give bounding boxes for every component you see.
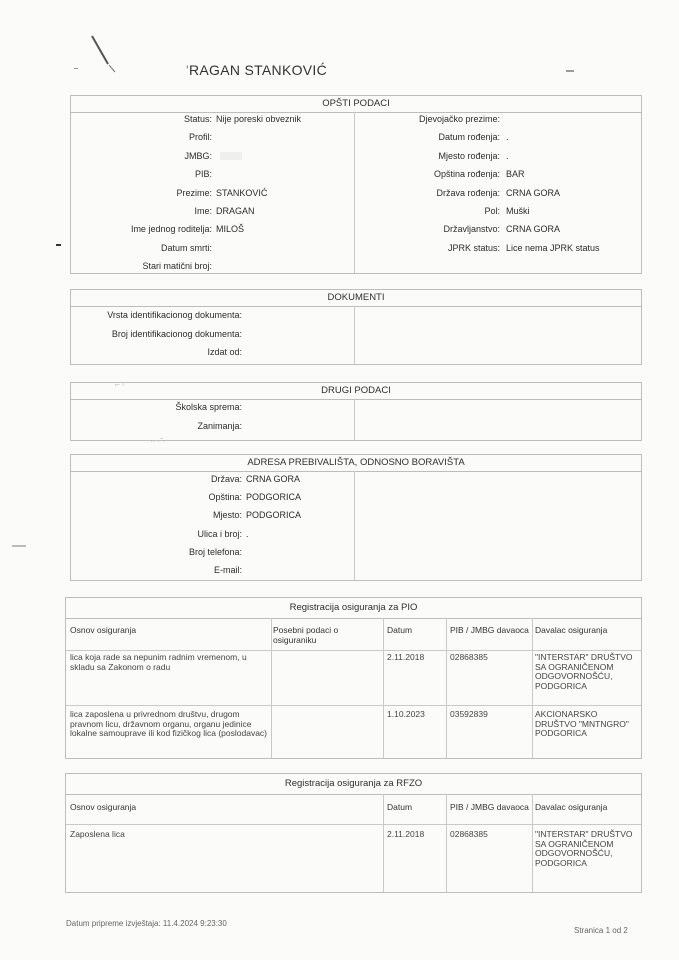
field-label: Ime jednog roditelja: (130, 224, 212, 235)
field-label: PIB: (194, 169, 212, 180)
scan-speck (12, 545, 26, 547)
column-divider (383, 794, 384, 892)
field-label: Opština: (208, 492, 242, 503)
section-title: ADRESA PREBIVALIŠTA, ODNOSNO BORAVIŠTA (71, 455, 641, 472)
column-divider (354, 112, 355, 273)
field-label: JMBG: (184, 150, 212, 161)
field-label: Vrsta identifikacionog dokumenta: (107, 310, 242, 320)
field-label: Stari matični broj: (142, 261, 212, 272)
field-label: JPRK status: (447, 242, 500, 253)
other-data-section (70, 382, 642, 441)
field-label: Ulica i broj: (197, 528, 242, 539)
field-value: . (246, 528, 249, 539)
field-label: Broj telefona: (188, 546, 242, 557)
table-cell: 1.10.2023 (387, 709, 425, 719)
column-header: Datum (387, 625, 413, 635)
field-value: PODGORICA (246, 492, 302, 503)
section-title: OPŠTI PODACI (71, 96, 641, 113)
field-value: CRNA GORA (506, 187, 561, 198)
section-title: DRUGI PODACI (71, 383, 641, 400)
column-divider (446, 618, 447, 758)
field-value: BAR (506, 169, 525, 180)
field-label: Država: (210, 474, 242, 484)
scan-speck (56, 244, 61, 246)
column-divider (532, 618, 533, 758)
field-label: Prezime: (176, 187, 212, 198)
field-label: Ime: (194, 206, 212, 216)
address-section (70, 454, 642, 581)
header-divider (66, 650, 641, 651)
field-label: Školska sprema: (175, 402, 242, 412)
column-divider (532, 794, 533, 892)
column-divider (354, 471, 355, 580)
field-value: Nije poreski obveznik (216, 114, 302, 124)
table-title: Registracija osiguranja za PIO (66, 598, 641, 619)
field-label: Profil: (188, 132, 212, 143)
field-label: Status: (183, 114, 212, 124)
field-label: Izdat od: (207, 347, 242, 357)
field-label: Zanimanja: (197, 420, 242, 431)
field-label: Država rođenja: (436, 187, 500, 198)
column-header: Davalac osiguranja (535, 802, 608, 812)
column-header: Datum (387, 802, 413, 812)
field-label: E-mail: (213, 565, 242, 575)
table-cell: 2.11.2018 (387, 652, 425, 662)
column-header: Davalac osiguranja (535, 625, 608, 635)
column-divider (271, 618, 272, 758)
field-value: MILOŠ (216, 224, 245, 235)
field-label: Pol: (484, 206, 500, 216)
table-cell: "INTERSTAR" DRUŠTVO SA OGRANIČENOM ODGOVORNOŠĆU, PODGORICA (535, 652, 633, 691)
table-cell: 03592839 (450, 709, 488, 719)
row-divider (66, 705, 641, 706)
field-label: Datum rođenja: (438, 132, 500, 143)
table-cell: Zaposlena lica (70, 829, 125, 839)
section-title: DOKUMENTI (71, 290, 641, 307)
column-header: PIB / JMBG davaoca (450, 625, 529, 635)
table-cell: "INTERSTAR" DRUŠTVO SA OGRANIČENOM ODGOVORNOŠĆU, PODGORICA (535, 829, 633, 868)
column-divider (354, 306, 355, 364)
field-value: . (506, 150, 509, 161)
field-value: Muški (506, 206, 530, 216)
table-cell: AKCIONARSKO DRUŠTVO "MNTNGRO" PODGORICA (535, 709, 629, 738)
table-cell: lica zaposlena u privrednom društvu, drugom pravnom licu, državnom organu, organu jedinice lokalne samouprave ili kod fizičkog lica (poslodavac) (70, 709, 268, 738)
field-label: Broj identifikacionog dokumenta: (111, 328, 242, 339)
scan-smudge: ·· ·̃ · (150, 437, 166, 446)
column-header: Osnov osiguranja (70, 802, 137, 812)
column-divider (354, 399, 355, 440)
field-value: PODGORICA (246, 510, 302, 521)
column-header: PIB / JMBG davaoca (450, 802, 529, 812)
scan-smudge: ⌐ ◦ (115, 380, 125, 389)
field-label: Državljanstvo: (443, 224, 500, 235)
table-cell: 2.11.2018 (387, 829, 425, 839)
redaction-mark (220, 152, 242, 160)
column-header: Osnov osiguranja (70, 625, 137, 635)
documents-section (70, 289, 642, 365)
field-value: . (506, 132, 509, 143)
table-cell: 02868385 (450, 829, 488, 839)
field-value: Lice nema JPRK status (506, 242, 600, 253)
header-divider (66, 824, 641, 825)
field-label: Opština rođenja: (433, 169, 500, 180)
report-date: Datum pripreme izvještaja: 11.4.2024 9:23:30 (66, 919, 227, 928)
column-divider (383, 618, 384, 758)
column-header: Posebni podaci o osiguraniku (273, 625, 339, 645)
field-label: Mjesto: (212, 510, 242, 521)
scan-speck (74, 68, 78, 69)
table-title: Registracija osiguranja za RFZO (66, 774, 641, 795)
field-value: CRNA GORA (246, 474, 301, 484)
field-label: Datum smrti: (160, 242, 212, 253)
page-number: Stranica 1 od 2 (574, 926, 628, 935)
field-label: Djevojačko prezime: (418, 114, 500, 124)
table-cell: 02868385 (450, 652, 488, 662)
pen-mark-icon (88, 34, 128, 76)
field-value: CRNA GORA (506, 224, 561, 235)
field-label: Mjesto rođenja: (438, 150, 500, 161)
field-value: STANKOVIĆ (216, 187, 268, 198)
field-value: DRAGAN (216, 206, 255, 216)
table-cell: lica koja rade sa nepunim radnim vremenom, u skladu sa Zakonom o radu (70, 652, 247, 672)
page-title: 'RAGAN STANKOVIĆ (186, 62, 328, 78)
scan-speck (566, 70, 574, 72)
column-divider (446, 794, 447, 892)
